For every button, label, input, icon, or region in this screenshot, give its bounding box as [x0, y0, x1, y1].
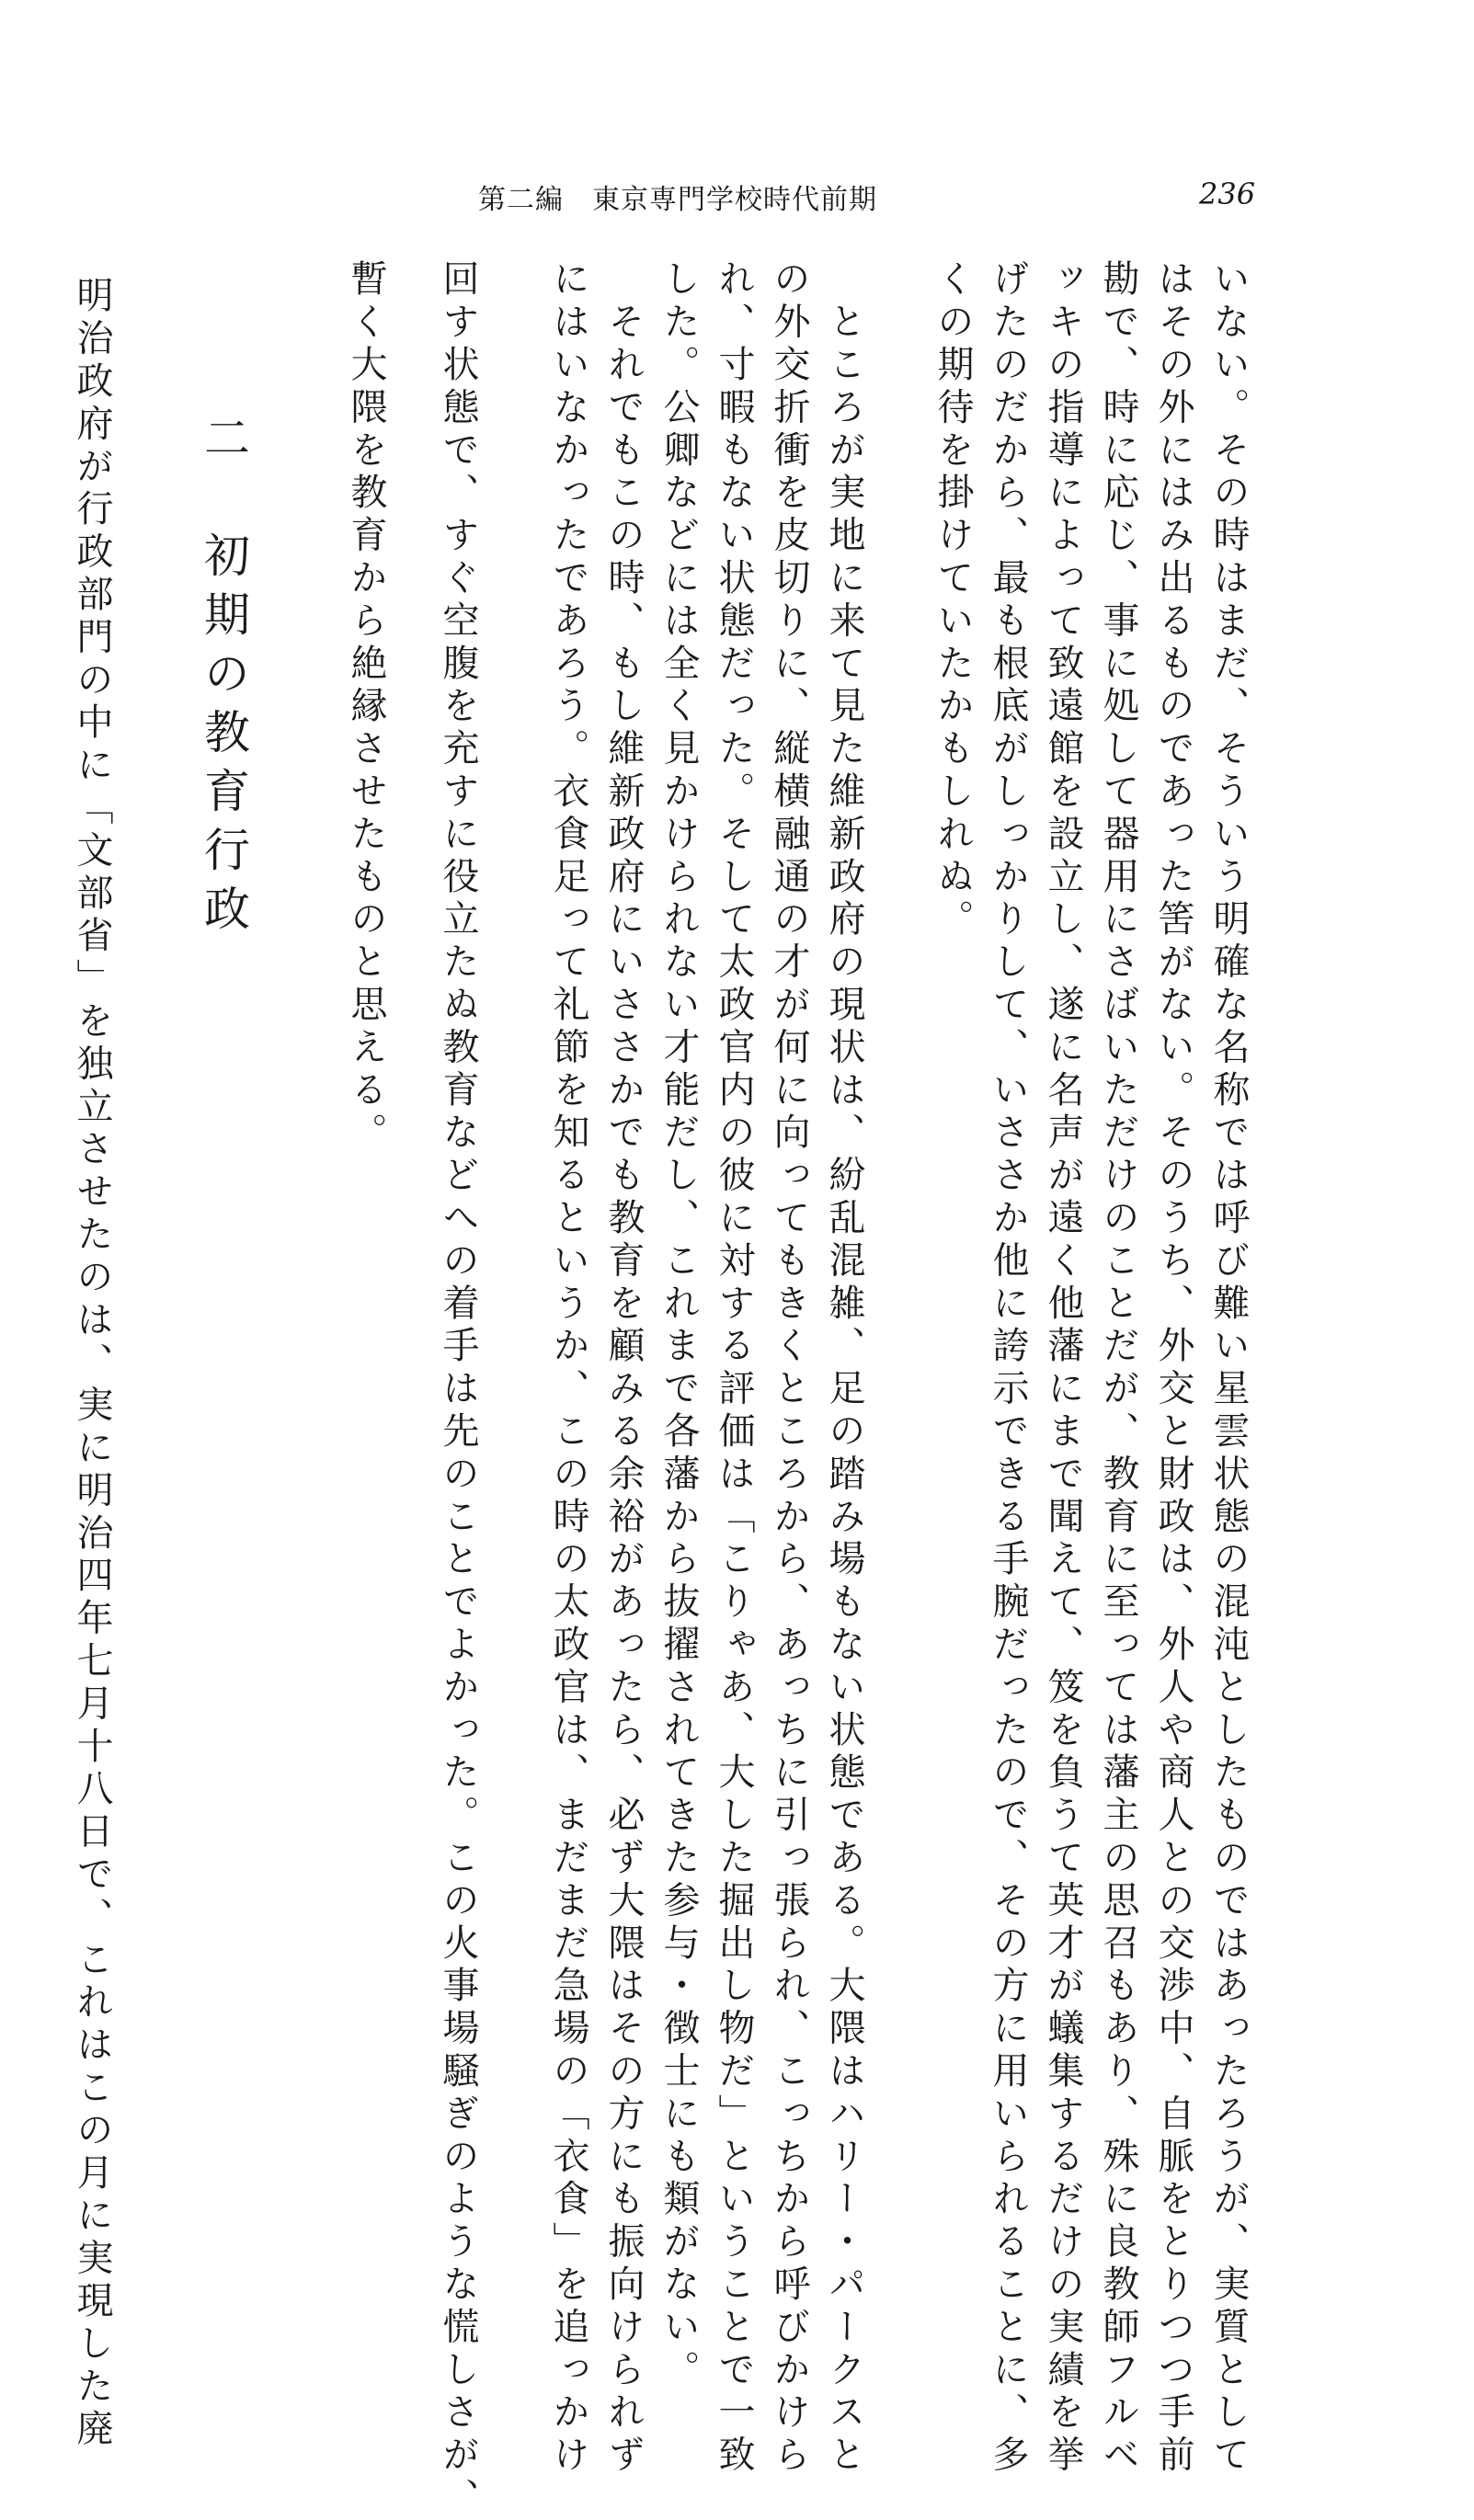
- text-column-2: はその外にはみ出るものであった筈がない。そのうち、外交と財政は、外人や商人との交渉中、自脈をとりつつ手前: [1152, 259, 1194, 2478]
- text-column-10: した。公卿などには全く見かけられない才能だし、これまで各藩から抜擢されてきた参与・徴士にも類がない。: [657, 259, 700, 2392]
- running-head: 第二編 東京専門学校時代前期: [478, 184, 877, 216]
- text-column-8: の外交折衝を皮切りに、縦横融通の才が何に向ってもきくところから、あっちに引っ張られ、こっちから呼びかけら: [768, 259, 810, 2478]
- text-column-6: くの期待を掛けていたかもしれぬ。: [931, 259, 974, 942]
- text-column-14: 暫く大隈を教育から絶縁させたものと思える。: [345, 259, 387, 1156]
- text-column-final: 明治政府が行政部門の中に「文部省」を独立させたのは、実に明治四年七月十八日で、これはこの月に実現した廃: [71, 276, 113, 2452]
- text-column-13: 回す状態で、すぐ空腹を充すに役立たぬ教育などへの着手は先のことでよかった。この火事場騒ぎのような慌しさが、: [437, 259, 479, 2520]
- text-column-7: ところが実地に来て見た維新政府の現状は、紛乱混雑、足の踏み場もない状態である。大隈はハリー・パークスと: [823, 259, 865, 2478]
- page-header: [478, 177, 1306, 222]
- text-column-11: それでもこの時、もし維新政府にいささかでも教育を顧みる余裕があったら、必ず大隈はその方にも振向けられず: [602, 259, 645, 2478]
- text-column-4: ッキの指導によって致遠館を設立し、遂に名声が遠く他藩にまで聞えて、笈を負うて英才が蟻集するだけの実績を挙: [1042, 259, 1084, 2478]
- text-column-12: にはいなかったであろう。衣食足って礼節を知るというか、この時の太政官は、まだまだ急場の「衣食」を追っかけ: [547, 259, 589, 2478]
- text-column-9: れ、寸暇もない状態だった。そして太政官内の彼に対する評価は「こりゃあ、大した掘出し物だ」ということで一致: [713, 259, 755, 2478]
- page-number: 236: [1199, 177, 1256, 211]
- text-column-3: 勘で、時に応じ、事に処して器用にさばいただけのことだが、教育に至っては藩主の思召もあり、殊に良教師フルベ: [1097, 259, 1139, 2478]
- text-column-1: いない。その時はまだ、そういう明確な名称では呼び難い星雲状態の混沌としたものではあったろうが、実質として: [1207, 259, 1250, 2478]
- text-column-5: げたのだから、最も根底がしっかりして、いささか他に誇示できる手腕だったので、その方に用いられることに、多: [987, 259, 1029, 2478]
- section-heading: 二 初期の教育行政: [197, 414, 250, 943]
